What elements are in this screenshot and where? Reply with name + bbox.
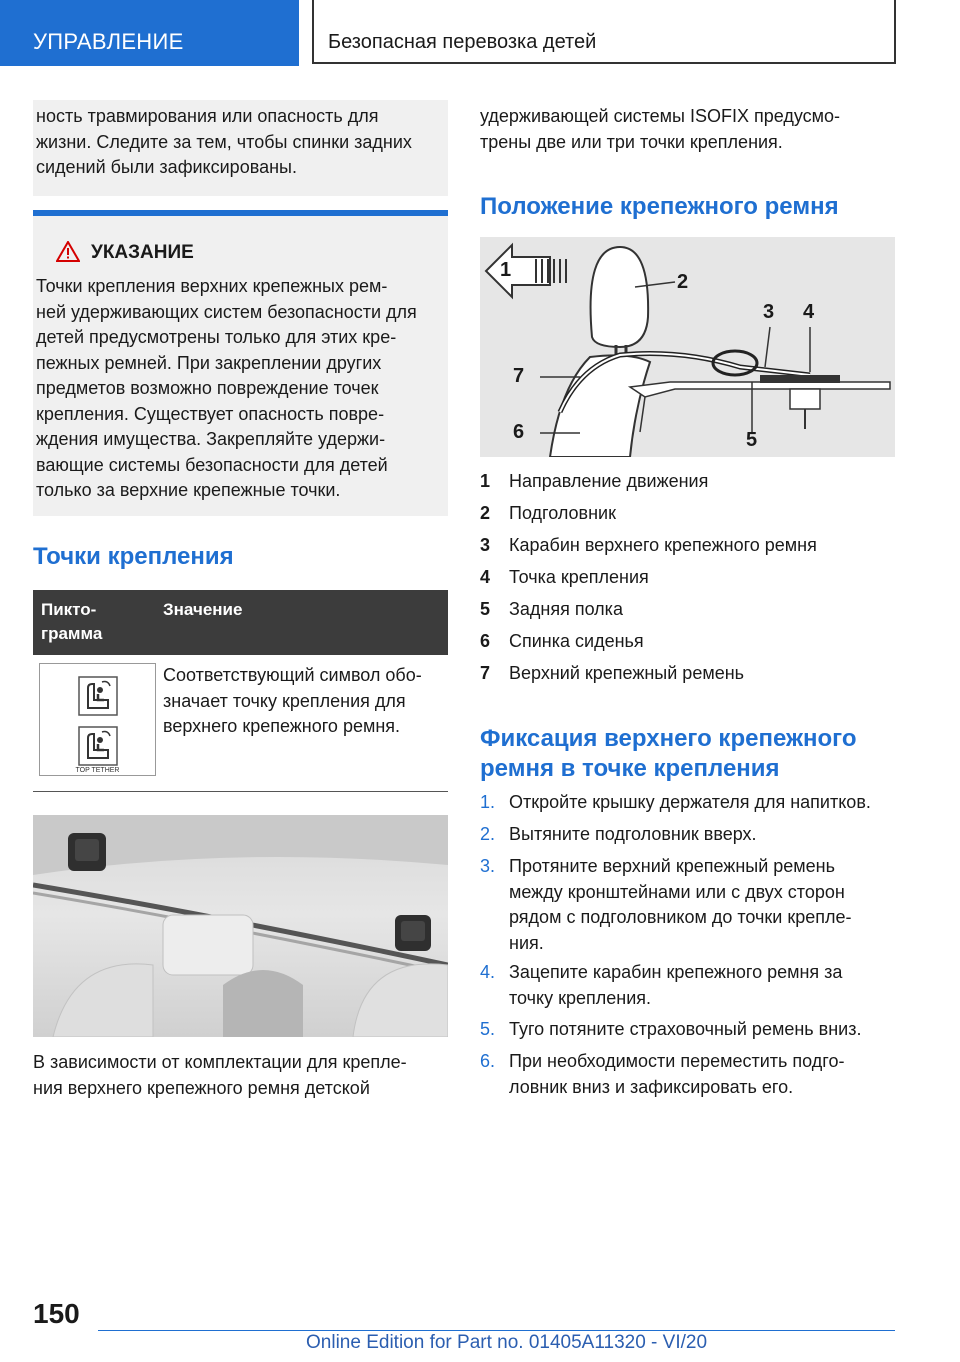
section-tab: УПРАВЛЕНИЕ <box>0 0 299 66</box>
rear-shelf-illustration <box>33 815 448 1037</box>
step-text <box>509 1049 895 1100</box>
text-line: В зависимости от комплектации для крепле- <box>33 1052 407 1072</box>
column-header-pictogram: Пикто-грамма <box>41 600 103 643</box>
text-line: удерживающей системы ISOFIX предусмо- <box>480 106 841 126</box>
text-line: Откройте крышку держателя для напитков. <box>509 792 871 812</box>
diagram-label-3: 3 <box>763 301 775 323</box>
text-line: ждения имущества. Закрепляйте удержи- <box>36 429 386 449</box>
child-seat-anchor-icon <box>78 676 118 716</box>
top-tether-icon <box>78 726 118 766</box>
legend-text: Верхний крепежный ремень <box>509 663 745 683</box>
text-line: Протяните верхний крепежный ремень <box>509 856 835 876</box>
section-heading: Положение крепежного ремня <box>480 193 839 220</box>
step-text <box>509 822 895 848</box>
text-line: ность травмирования или опасность для <box>36 106 379 126</box>
text-line: значает точку крепления для <box>163 690 406 711</box>
text-line: между кронштейнами или с двух сторон <box>509 881 845 902</box>
text-line: Зацепите карабин крепежного ремня за <box>509 962 843 982</box>
diagram-label-4: 4 <box>803 301 815 323</box>
pictogram-cell <box>39 663 156 776</box>
legend-number: 1 <box>480 471 491 491</box>
table-row <box>33 655 448 792</box>
text-line: трены две или три точки крепления. <box>480 131 783 152</box>
meaning-cell <box>163 663 448 740</box>
text-line: Точки крепления верхних крепежных рем- <box>36 276 388 296</box>
legend-text: Направление движения <box>509 471 709 491</box>
text-line: ловник вниз и зафиксировать его. <box>509 1076 794 1097</box>
diagram-label-1: 1 <box>500 259 512 281</box>
text-line: ней удерживающих систем безопасности для <box>36 301 417 322</box>
note-box <box>33 210 448 516</box>
step-number: 2. <box>480 824 496 844</box>
diagram-label-7: 7 <box>513 365 525 387</box>
step-text <box>509 790 895 816</box>
step-number: 3. <box>480 856 496 876</box>
isofix-paragraph-continued <box>480 104 895 155</box>
text-line: точку крепления. <box>509 987 652 1008</box>
text-line: сидений были зафиксированы. <box>36 157 297 177</box>
text-line: верхнего крепежного ремня. <box>163 716 401 736</box>
step-number: 4. <box>480 962 496 982</box>
text-line: При необходимости переместить подго- <box>509 1051 845 1071</box>
warning-triangle-icon <box>56 241 80 262</box>
legend-number: 5 <box>480 599 491 619</box>
step-number: 6. <box>480 1051 496 1071</box>
footer-rule <box>98 1330 895 1331</box>
step-text <box>509 854 895 956</box>
text-line: крепления. Существует опасность повре- <box>36 403 385 424</box>
diagram-label-2: 2 <box>677 271 689 293</box>
step-number: 1. <box>480 792 496 812</box>
legend-number: 2 <box>480 503 491 523</box>
section-heading: Точки крепления <box>33 543 234 570</box>
isofix-paragraph <box>33 1050 448 1101</box>
text-line: Туго потяните страховочный ремень вниз. <box>509 1019 862 1039</box>
tether-diagram <box>480 237 895 457</box>
text-line: только за верхние крепежные точки. <box>36 480 341 500</box>
legend-text: Карабин верхнего крепежного ремня <box>509 535 817 555</box>
step-text <box>509 1017 895 1043</box>
tether-position-illustration <box>480 237 895 457</box>
legend-text: Задняя полка <box>509 599 623 619</box>
legend-text: Подголовник <box>509 503 616 523</box>
section-heading <box>480 724 895 784</box>
topic-title: Безопасная перевозка детей <box>312 0 896 64</box>
legend-number: 3 <box>480 535 491 555</box>
text-line: ния верхнего крепежного ремня детской <box>33 1077 370 1098</box>
note-text <box>36 274 446 504</box>
legend-text: Спинка сиденья <box>509 631 644 651</box>
heading-line: Фиксация верхнего крепежного <box>480 725 857 752</box>
text-line: ния. <box>509 932 544 953</box>
text-line: жизни. Следите за тем, чтобы спинки задних <box>36 131 412 152</box>
note-title: УКАЗАНИЕ <box>91 242 194 263</box>
rear-shelf-photo <box>33 815 448 1037</box>
text-line: предметов возможно повреждение точек <box>36 378 379 398</box>
step-number: 5. <box>480 1019 496 1039</box>
icon-caption: TOP TETHER <box>75 767 120 774</box>
legend-number: 4 <box>480 567 491 587</box>
text-line: Вытяните подголовник вверх. <box>509 824 757 844</box>
legend-text: Точка крепления <box>509 567 649 587</box>
diagram-label-6: 6 <box>513 421 525 443</box>
step-text <box>509 960 895 1011</box>
legend-number: 7 <box>480 663 491 683</box>
heading-line: ремня в точке крепления <box>480 755 780 782</box>
text-line: детей предусмотрены только для этих кре- <box>36 327 397 347</box>
warning-continuation-box <box>33 100 448 196</box>
legend-number: 6 <box>480 631 491 651</box>
page-number: 150 <box>33 1298 80 1329</box>
diagram-label-5: 5 <box>746 429 758 451</box>
edition-link[interactable]: Online Edition for Part no. 01405A11320 - VI/20 <box>306 1332 708 1353</box>
text-line: Соответствующий символ обо- <box>163 665 422 685</box>
text-line: вающие системы безопасности для детей <box>36 454 388 475</box>
text-line: рядом с подголовником до точки крепле- <box>509 907 852 927</box>
text-line: пежных ремней. При закреплении других <box>36 352 382 373</box>
table-header <box>33 590 448 655</box>
column-header-meaning: Значение <box>163 600 243 619</box>
